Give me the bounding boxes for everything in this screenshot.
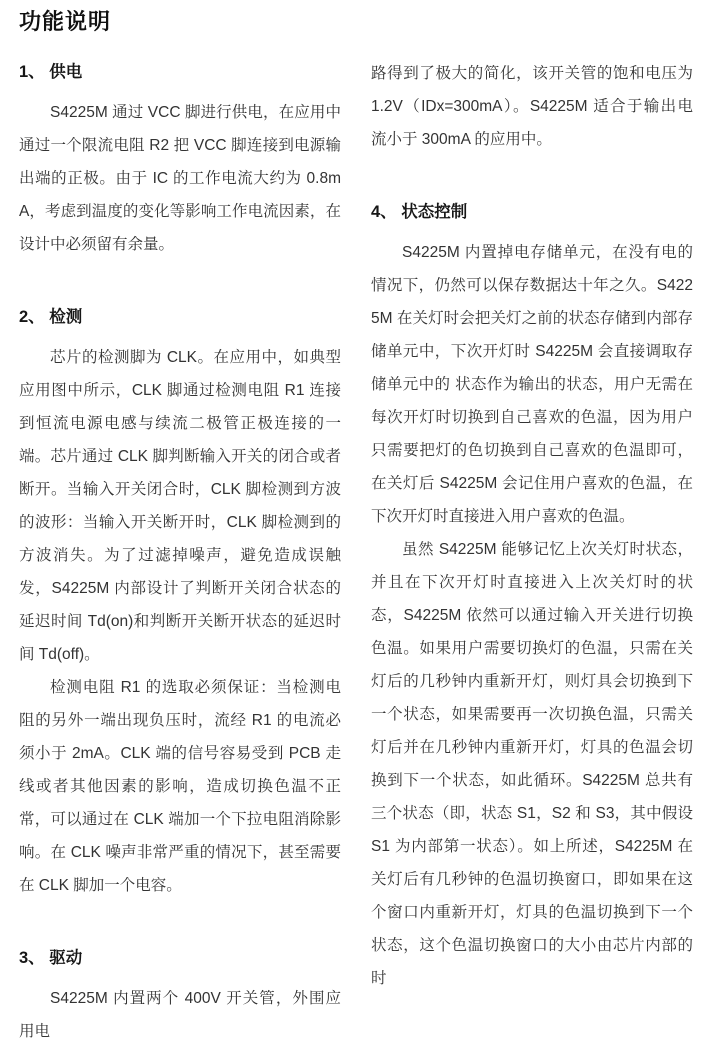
paragraph-detection-1: 芯片的检测脚为 CLK。在应用中，如典型应用图中所示，CLK 脚通过检测电阻 R1 连接到恒流电源电感与续流二极管正极连接的一端。芯片通过 CLK 脚判断输入开关的闭合或者断开。当输入开关闭合时，CLK 脚检测到方波的波形：当输入开关断开时，CLK 脚检测到的方波消失。为了过滤掉噪声，避免造成误触发，S4225M 内部设计了判断开关闭合状态的延迟时间 Td(on)和判断开关断开状态的延迟时间 Td(off)。 bbox=[19, 349, 341, 663]
section-heading-state-control: 4、 状态控制 bbox=[371, 203, 468, 221]
section-heading-power-supply: 1、 供电 bbox=[19, 63, 83, 81]
paragraph-drive-continued: 路得到了极大的简化，该开关管的饱和电压为 1.2V（IDx=300mA）。S4225M 适合于输出电流小于 300mA 的应用中。 bbox=[371, 65, 693, 148]
paragraph-state-control-1: S4225M 内置掉电存储单元，在没有电的情况下，仍然可以保存数据达十年之久。S4225M 在关灯时会把关灯之前的状态存储到内部存储单元中，下次开灯时 S4225M 会直接调取存储单元中的 状态作为输出的状态，用户无需在每次开灯时切换到自己喜欢的色温，因为用户只需要把灯的色切换到自己喜欢的色温即可，在关灯后 S4225M 会记住用户喜欢的色温，在下次开灯时直接进入用户喜欢的色温。 bbox=[371, 244, 693, 525]
paragraph-power-supply: S4225M 通过 VCC 脚进行供电，在应用中通过一个限流电阻 R2 把 VCC 脚连接到电源输出端的正极。由于 IC 的工作电流大约为 0.8mA，考虑到温度的变化等影响工作电流因素，在设计中必须留有余量。 bbox=[19, 104, 341, 253]
paragraph-drive: S4225M 内置两个 400V 开关管，外围应用电 bbox=[19, 990, 341, 1040]
page-title: 功能说明 bbox=[19, 9, 112, 34]
section-heading-detection: 2、 检测 bbox=[19, 308, 83, 326]
paragraph-state-control-2: 虽然 S4225M 能够记忆上次关灯时状态，并且在下次开灯时直接进入上次关灯时的状态，S4225M 依然可以通过输入开关进行切换色温。如果用户需要切换灯的色温，只需在关灯后的几秒钟内重新开灯，则灯具会切换到下一个状态，如果需要再一次切换色温，只需关灯后并在几秒钟内重新开灯，灯具的色温会切换到下一个状态，如此循环。S4225M 总共有三个状态（即，状态 S1，S2 和 S3，其中假设 S1 为内部第一状态）。如上所述，S4225M 在关灯后有几秒钟的色温切换窗口，即如果在这个窗口内重新开灯，灯具的色温切换到下一个状态，这个色温切换窗口的大小由芯片内部的时 bbox=[371, 541, 693, 987]
left-column bbox=[19, 0, 341, 1040]
right-column bbox=[371, 0, 693, 987]
section-heading-drive: 3、 驱动 bbox=[19, 949, 83, 967]
paragraph-detection-2: 检测电阻 R1 的选取必须保证：当检测电阻的另外一端出现负压时，流经 R1 的电流必须小于 2mA。CLK 端的信号容易受到 PCB 走线或者其他因素的影响，造成切换色温不正常，可以通过在 CLK 端加一个下拉电阻消除影响。在 CLK 噪声非常严重的情况下，甚至需要在 CLK 脚加一个电容。 bbox=[19, 679, 341, 894]
